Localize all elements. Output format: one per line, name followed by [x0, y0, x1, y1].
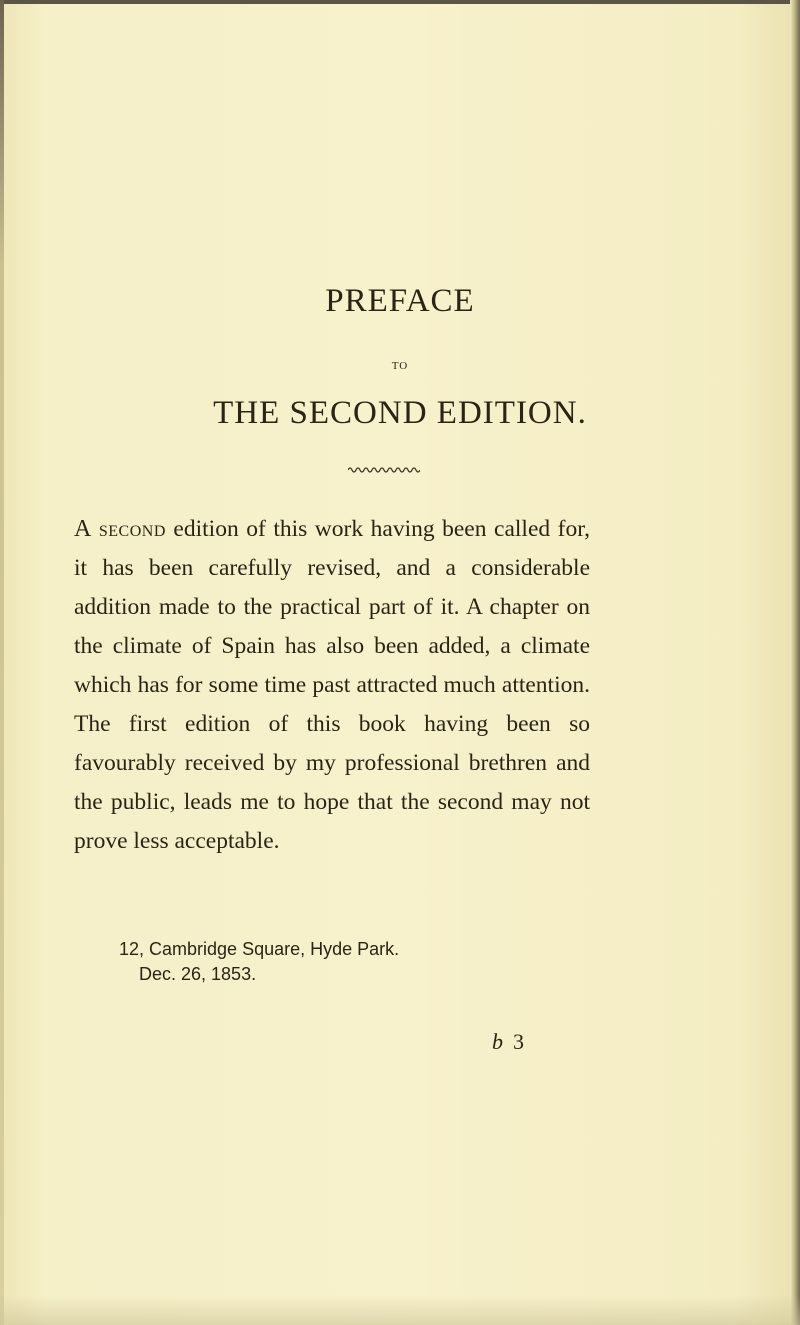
- author-address: [119, 937, 399, 987]
- paragraph-text: edition of this work having been called for, it has been carefully revised, and a considerable addition made to the practical part of it. A chapter on the climate of Spain has also been added, a climate which has for some time past attracted much attention. The first edition of this book having been so favourably received by my professional brethren and the public, leads me to hope that the second may not prove less acceptable.: [74, 516, 590, 854]
- signature-letter: b: [492, 1029, 503, 1054]
- address-date: Dec. 26, 1853.: [139, 964, 257, 984]
- page-left-edge: [0, 0, 4, 1325]
- page-right-edge: [790, 0, 800, 1325]
- page-title: PREFACE: [325, 283, 475, 319]
- signature-number: 3: [513, 1029, 524, 1054]
- address-line: 12, Cambridge Square, Hyde Park.: [119, 939, 400, 959]
- paragraph-first-word: A: [74, 516, 92, 542]
- page-subtitle: THE SECOND EDITION.: [213, 395, 587, 431]
- title-connector: TO: [391, 360, 409, 372]
- page-top-edge: [0, 0, 800, 4]
- page-bottom-edge: [0, 1295, 800, 1325]
- printer-signature-mark: [492, 1029, 524, 1055]
- preface-paragraph: [74, 510, 590, 861]
- paragraph-smallcap-word: second: [98, 516, 166, 542]
- wavy-rule-ornament: [348, 465, 420, 475]
